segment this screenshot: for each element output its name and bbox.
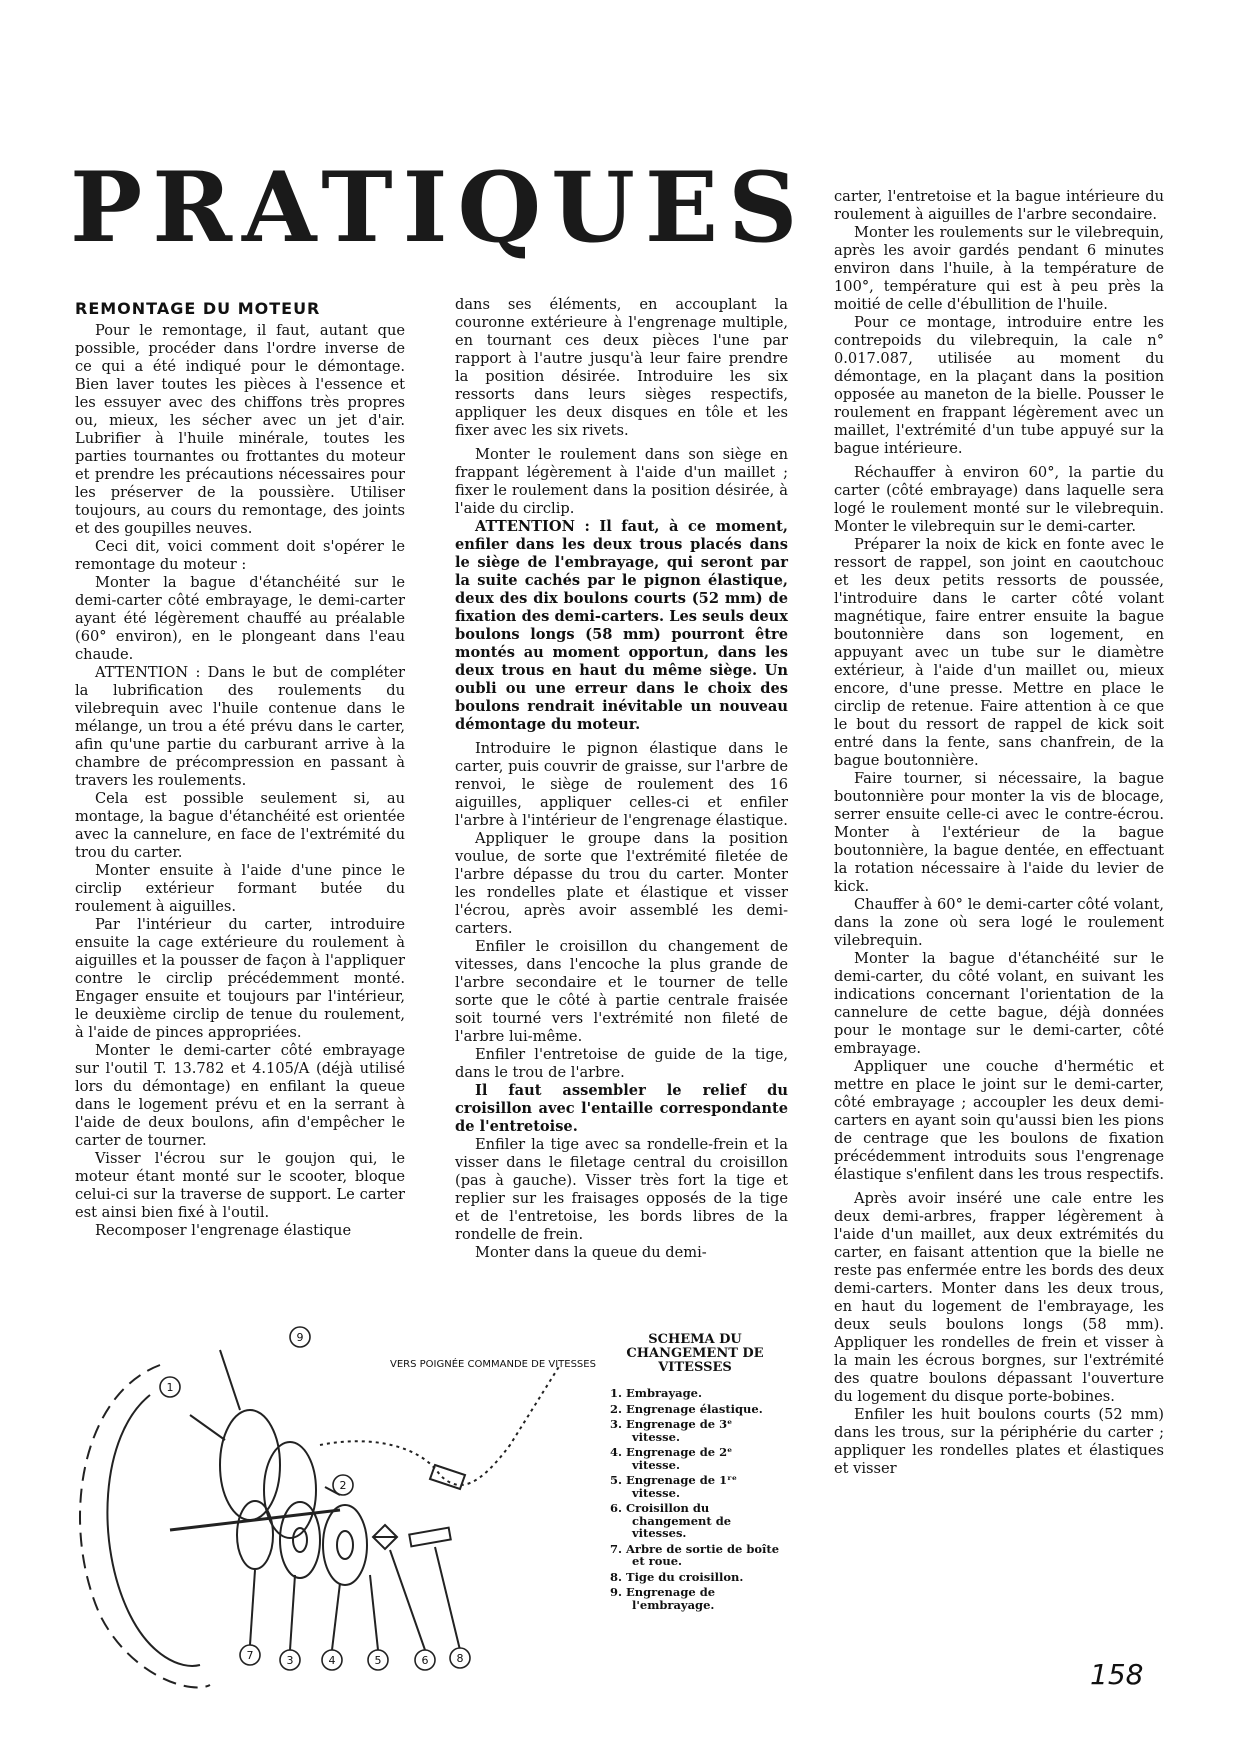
callout-label: 8 xyxy=(456,1652,464,1665)
paragraph: Chauffer à 60° le demi-carter côté volant, dans la zone où sera logé le roulement vilebrequin. xyxy=(834,896,1164,949)
legend-item: 2. Engrenage élastique. xyxy=(610,1401,763,1416)
paragraph: Enfiler les huit boulons courts (52 mm) dans les trous, sur la périphérie du carter ; appliquer les rondelles plates et élastiques et visser xyxy=(834,1406,1164,1477)
paragraph: Monter ensuite à l'aide d'une pince le circlip extérieur formant butée du roulement à aiguilles. xyxy=(75,862,405,915)
gear-clutch xyxy=(220,1410,280,1520)
paragraph: Après avoir inséré une cale entre les deux demi-arbres, frapper légèrement à l'aide d'un maillet, aux deux extrémités du carter, en faisant attention que la bielle ne reste pas enfermée entre les bords des deux demi-carters. Monter dans les deux trous, en haut du logement de l'embrayage, les deux seuls boulons longs (58 mm). Appliquer les rondelles de frein et visser à la main les écrous borgnes, sur l'extrémité des quatre boulons dépassant l'ouverture du logement du disque porte-bobines. xyxy=(834,1190,1164,1405)
legend-item: 4. Engrenage de 2ᵉ vitesse. xyxy=(610,1445,733,1472)
paragraph: ATTENTION : Il faut, à ce moment, enfiler dans les deux trous placés dans le siège de l'embrayage, qui seront par la suite cachés par le pignon élastique, deux des dix boulons courts (52 mm) de fixation des demi-carters. Les seuls deux boulons longs (58 mm) pourront être montés au moment opportun, dans les deux trous en haut du même siège. Un oubli ou une erreur dans le choix des boulons rendrait inévitable un nouveau démontage du moteur. xyxy=(455,518,788,733)
text-column-1 xyxy=(75,300,405,1240)
paragraph: Cela est possible seulement si, au montage, la bague d'étanchéité est orientée avec la cannelure, en face de l'extrémité du trou du carter. xyxy=(75,790,405,861)
callout-label: 9 xyxy=(296,1331,304,1344)
callout-label: 5 xyxy=(374,1654,382,1667)
paragraph: dans ses éléments, en accouplant la couronne extérieure à l'engrenage multiple, en tournant ces deux pièces l'une par rapport à l'autre jusqu'à leur faire prendre la position désirée. Introduire les six ressorts dans leurs sièges respectifs, appliquer les deux disques en tôle et les fixer avec les six rivets. xyxy=(455,296,788,439)
paragraph: Monter la bague d'étanchéité sur le demi-carter, du côté volant, en suivant les indications concernant l'orientation de la cannelure de cette bague, déjà données pour le montage sur le demi-carter, côté embrayage. xyxy=(834,950,1164,1057)
paragraph: ATTENTION : Dans le but de compléter la lubrification des roulements du vilebrequin avec l'huile contenue dans le mélange, un trou a été prévu dans le carter, afin qu'une partie du carburant arrive à la chambre de précompression en passant à travers les roulements. xyxy=(75,664,405,789)
paragraph: Visser l'écrou sur le goujon qui, le moteur étant monté sur le scooter, bloque celui-ci sur la traverse de support. Le carter est ainsi bien fixé à l'outil. xyxy=(75,1150,405,1221)
gear-1st xyxy=(323,1505,367,1585)
paragraph: Enfiler la tige avec sa rondelle-frein et la visser dans le filetage central du croisillon (pas à gauche). Visser très fort la tige et replier sur les fraisages opposés de la tige et de l'entretoise, les bords libres de la rondelle de frein. xyxy=(455,1136,788,1243)
diagram-direction-label: VERS POIGNÉE COMMANDE DE VITESSES xyxy=(390,1359,596,1370)
page-title: PRATIQUES xyxy=(70,151,808,264)
gearbox-diagram xyxy=(40,1325,620,1705)
legend-item: 5. Engrenage de 1ʳᵉ vitesse. xyxy=(610,1473,737,1500)
callout-label: 2 xyxy=(339,1479,347,1492)
callout-label: 3 xyxy=(286,1654,294,1667)
legend-title: SCHEMA DU CHANGEMENT DE VITESSES xyxy=(626,1332,764,1375)
legend-item: 6. Croisillon du changement de vitesses. xyxy=(610,1501,732,1540)
legend-item: 9. Engrenage de l'embrayage. xyxy=(610,1585,716,1612)
text-column-2 xyxy=(455,296,788,1262)
legend-item: 7. Arbre de sortie de boîte et roue. xyxy=(610,1541,780,1568)
paragraph: Réchauffer à environ 60°, la partie du carter (côté embrayage) dans laquelle sera logé le roulement monté sur le vilebrequin. Monter le vilebrequin sur le demi-carter. xyxy=(834,464,1164,535)
paragraph: Pour ce montage, introduire entre les contrepoids du vilebrequin, la cale n° 0.017.087, utilisée au moment du démontage, en la plaçant dans la position opposée au maneton de la bielle. Pousser le roulement en frappant légèrement avec un maillet, l'extrémité d'un tube appuyé sur la bague intérieure. xyxy=(834,314,1164,457)
paragraph: Enfiler l'entretoise de guide de la tige, dans le trou de l'arbre. xyxy=(455,1046,788,1081)
paragraph: Enfiler le croisillon du changement de vitesses, dans l'encoche la plus grande de l'arbre secondaire et le tourner de telle sorte que le côté à partie centrale fraisée soit tourné vers l'extrémité non fileté de l'arbre lui-même. xyxy=(455,938,788,1045)
paragraph: Recomposer l'engrenage élastique xyxy=(95,1222,352,1239)
legend-item: 8. Tige du croisillon. xyxy=(610,1569,744,1584)
paragraph: Il faut assembler le relief du croisillon avec l'entaille correspondante de l'entretoise. xyxy=(455,1082,788,1135)
text-column-3 xyxy=(834,188,1164,1478)
gear-3rd xyxy=(237,1501,273,1569)
paragraph: Monter les roulements sur le vilebrequin, après les avoir gardés pendant 6 minutes environ dans l'huile, à la température de 100°, température qui est à peu près la moitié de celle d'ébullition de l'huile. xyxy=(834,224,1164,313)
legend-item: 1. Embrayage. xyxy=(610,1386,702,1400)
callout-label: 6 xyxy=(421,1654,429,1667)
paragraph: Appliquer une couche d'hermétic et mettre en place le joint sur le demi-carter, côté embrayage ; accoupler les deux demi-carters en ayant soin qu'aussi bien les pions de centrage que les boulons de fixation précédemment introduits sous l'engrenage élastique s'enfilent dans les trous respectifs. xyxy=(834,1058,1164,1183)
paragraph: Ceci dit, voici comment doit s'opérer le remontage du moteur : xyxy=(75,538,405,573)
selector-rod xyxy=(409,1528,450,1547)
legend-list xyxy=(610,1387,780,1611)
paragraph: Par l'intérieur du carter, introduire ensuite la cage extérieure du roulement à aiguilles et la pousser de façon à l'appliquer contre le circlip précédemment monté. Engager ensuite et toujours par l'intérieur, le deuxième circlip de tenue du roulement, à l'aide de pinces appropriées. xyxy=(75,916,405,1041)
paragraph: Appliquer le groupe dans la position voulue, de sorte que l'extrémité filetée de l'arbre dépasse du trou du carter. Monter les rondelles plate et élastique et visser l'écrou, après avoir assemblé les demi-carters. xyxy=(455,830,788,937)
section-heading: REMONTAGE DU MOTEUR xyxy=(75,299,321,318)
diagram-legend xyxy=(610,1333,780,1614)
paragraph: Monter le demi-carter côté embrayage sur l'outil T. 13.782 et 4.105/A (déjà utilisé lors du démontage) en enfilant la queue dans le logement prévu et en la serrant à l'aide de deux boulons, afin d'empêcher le carter de tourner. xyxy=(75,1042,405,1149)
paragraph: Préparer la noix de kick en fonte avec le ressort de rappel, son joint en caoutchouc et les deux petits ressorts de poussée, l'introduire dans le carter côté volant magnétique, faire entrer ensuite la bague boutonnière dans son logement, en appuyant avec un tube sur le diamètre extérieur, à l'aide d'un maillet ou, mieux encore, d'une presse. Mettre en place le circlip de retenue. Faire attention à ce que le bout du ressort de rappel de kick soit entré dans la fente, sans chanfrein, de la bague boutonnière. xyxy=(834,536,1164,769)
paragraph: Faire tourner, si nécessaire, la bague boutonnière pour monter la vis de blocage, serrer ensuite celle-ci avec le contre-écrou. Monter à l'extérieur de la bague boutonnière, la bague dentée, en effectuant la rotation nécessaire à l'aide du levier de kick. xyxy=(834,770,1164,895)
paragraph: Monter dans la queue du demi- xyxy=(475,1244,707,1261)
callout-label: 7 xyxy=(246,1649,254,1662)
legend-item: 3. Engrenage de 3ᵉ vitesse. xyxy=(610,1417,733,1444)
paragraph: Introduire le pignon élastique dans le carter, puis couvrir de graisse, sur l'arbre de renvoi, le siège de roulement des 16 aiguilles, appliquer celles-ci et enfiler l'arbre à l'intérieur de l'engrenage élastique. xyxy=(455,740,788,829)
callout-label: 4 xyxy=(328,1654,336,1667)
paragraph: Pour le remontage, il faut, autant que possible, procéder dans l'ordre inverse de ce qui a été indiqué pour le démontage. Bien laver toutes les pièces à l'essence et les essuyer avec des chiffons très propres ou, mieux, les sécher avec un jet d'air. Lubrifier à l'huile minérale, toutes les parties tournantes ou frottantes du moteur et prendre les précautions nécessaires pour les préserver de la poussière. Utiliser toujours, au cours du remontage, des joints et des goupilles neuves. xyxy=(75,322,405,537)
clutch-drum-inner xyxy=(107,1395,200,1666)
paragraph: Monter la bague d'étanchéité sur le demi-carter côté embrayage, le demi-carter ayant été légèrement chauffé au préalable (60° environ), en le plongeant dans l'eau chaude. xyxy=(75,574,405,663)
paragraph: carter, l'entretoise et la bague intérieure du roulement à aiguilles de l'arbre secondaire. xyxy=(834,188,1164,223)
callout-label: 1 xyxy=(166,1381,174,1394)
selector-cross xyxy=(373,1525,397,1549)
paragraph: Monter le roulement dans son siège en frappant légèrement à l'aide d'un maillet ; fixer le roulement dans la position désirée, à l'aide du circlip. xyxy=(455,446,788,517)
page-number: 158 xyxy=(1090,1658,1144,1691)
